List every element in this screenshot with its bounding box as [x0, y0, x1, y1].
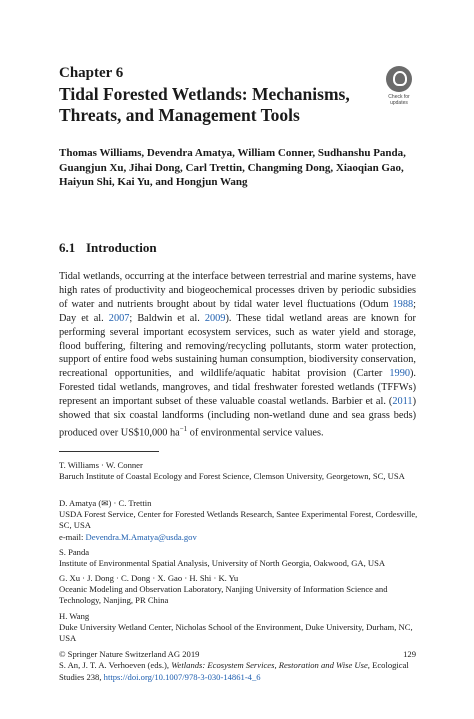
- affiliation-text: Oceanic Modeling and Observation Laboratory, Nanjing University of Information Science and Technology, Nanjing, PR China: [59, 584, 388, 606]
- badge-label: Check for updates: [388, 94, 410, 106]
- doi-link[interactable]: https://doi.org/10.1007/978-3-030-14861-4_6: [103, 671, 261, 682]
- affiliation-block: [59, 547, 419, 569]
- citation-link[interactable]: 2011: [392, 396, 413, 408]
- citation-link[interactable]: 1990: [389, 368, 410, 380]
- chapter-title: Tidal Forested Wetlands: Mechanisms, Threats, and Management Tools: [59, 84, 350, 125]
- affiliation-text: Baruch Institute of Coastal Ecology and Forest Science, Clemson University, Georgetown, SC, USA: [59, 471, 405, 482]
- copyright-line: © Springer Nature Switzerland AG 2019: [59, 649, 200, 659]
- section-title: Introduction: [86, 240, 157, 255]
- email-link[interactable]: Devendra.M.Amatya@usda.gov: [85, 531, 197, 542]
- affiliation-text: Institute of Environmental Spatial Analysis, University of North Georgia, Oakwood, GA, USA: [59, 558, 386, 569]
- affiliation-block: [59, 498, 419, 543]
- section-number: 6.1: [59, 240, 76, 255]
- footnote-divider: [59, 451, 159, 452]
- affiliation-text: Duke University Wetland Center, Nicholas School of the Environment, Duke University, Durham, NC, USA: [59, 622, 413, 644]
- affiliation-names: S. Panda: [59, 547, 90, 557]
- page-number: 129: [403, 649, 416, 659]
- affiliation-names: T. Williams · W. Conner: [59, 460, 143, 470]
- citation-link[interactable]: 1988: [392, 298, 414, 310]
- affiliation-block: [59, 460, 419, 482]
- affiliation-names: D. Amatya (✉) · C. Trettin: [59, 498, 152, 508]
- citation-link[interactable]: 2009: [204, 312, 226, 324]
- affiliation-names: H. Wang: [59, 611, 90, 621]
- author-list: Thomas Williams, Devendra Amatya, William Conner, Sudhanshu Panda, Guangjun Xu, Jihai Dong, Carl Trettin, Changming Dong, Xiaoqian Gao, Haiyun Shi, Kai Yu, and Hongjun Wang: [59, 147, 406, 188]
- citation-link[interactable]: 2007: [108, 312, 130, 324]
- affiliation-block: [59, 573, 419, 607]
- affiliation-block: [59, 611, 419, 645]
- page-footer: [59, 649, 416, 683]
- introduction-paragraph: Tidal wetlands, occurring at the interface between terrestrial and marine systems, have high rates of productivity and biogeochemical processes driven by periodic subsidies of water and nutrients brought about by tidal water level fluctuations (Odum 1988; Day et al. 2007; Baldwin et al. 2009). These tidal wetland areas are known for performing several important ecosystem services, such as water yield and storage, flood buffering, filtering and removing/recycling pollutants, storm water protection, support of entire food webs sustaining human consumption, biodiversity conservation, recreational opportunities, and wildlife/aquatic habitat provision (Carter 1990). Forested tidal wetlands, mangroves, and tidal freshwater forested wetlands (TFFWs) represent an important subset of these valuable coastal wetlands. Barbier et al. (2011) showed that six coastal landforms (including non-wetland dune and sea grass beds) produced over US$10,000 $ha^{-1}$ of environmental service values.: [59, 271, 416, 439]
- section-heading: [59, 240, 157, 256]
- affiliation-email-line: e-mail: Devendra.M.Amatya@usda.gov: [59, 531, 197, 542]
- affiliation-text: USDA Forest Service, Center for Forested Wetlands Research, Santee Experimental Forest, Cordesville, SC, USA: [59, 509, 418, 531]
- check-for-updates-badge[interactable]: [380, 66, 418, 106]
- check-for-updates-icon: [386, 66, 412, 92]
- book-title: Wetlands: Ecosystem Services, Restoration and Wise Use: [171, 660, 368, 671]
- chapter-label: Chapter 6: [59, 65, 124, 81]
- citation-line: S. An, J. T. A. Verhoeven (eds.), Wetlands: Ecosystem Services, Restoration and Wise Use, Ecological Studies 238, https://doi.org/10.1007/978-3-030-14861-4_6: [59, 660, 409, 682]
- affiliation-names: G. Xu · J. Dong · C. Dong · X. Gao · H. Shi · K. Yu: [59, 573, 239, 583]
